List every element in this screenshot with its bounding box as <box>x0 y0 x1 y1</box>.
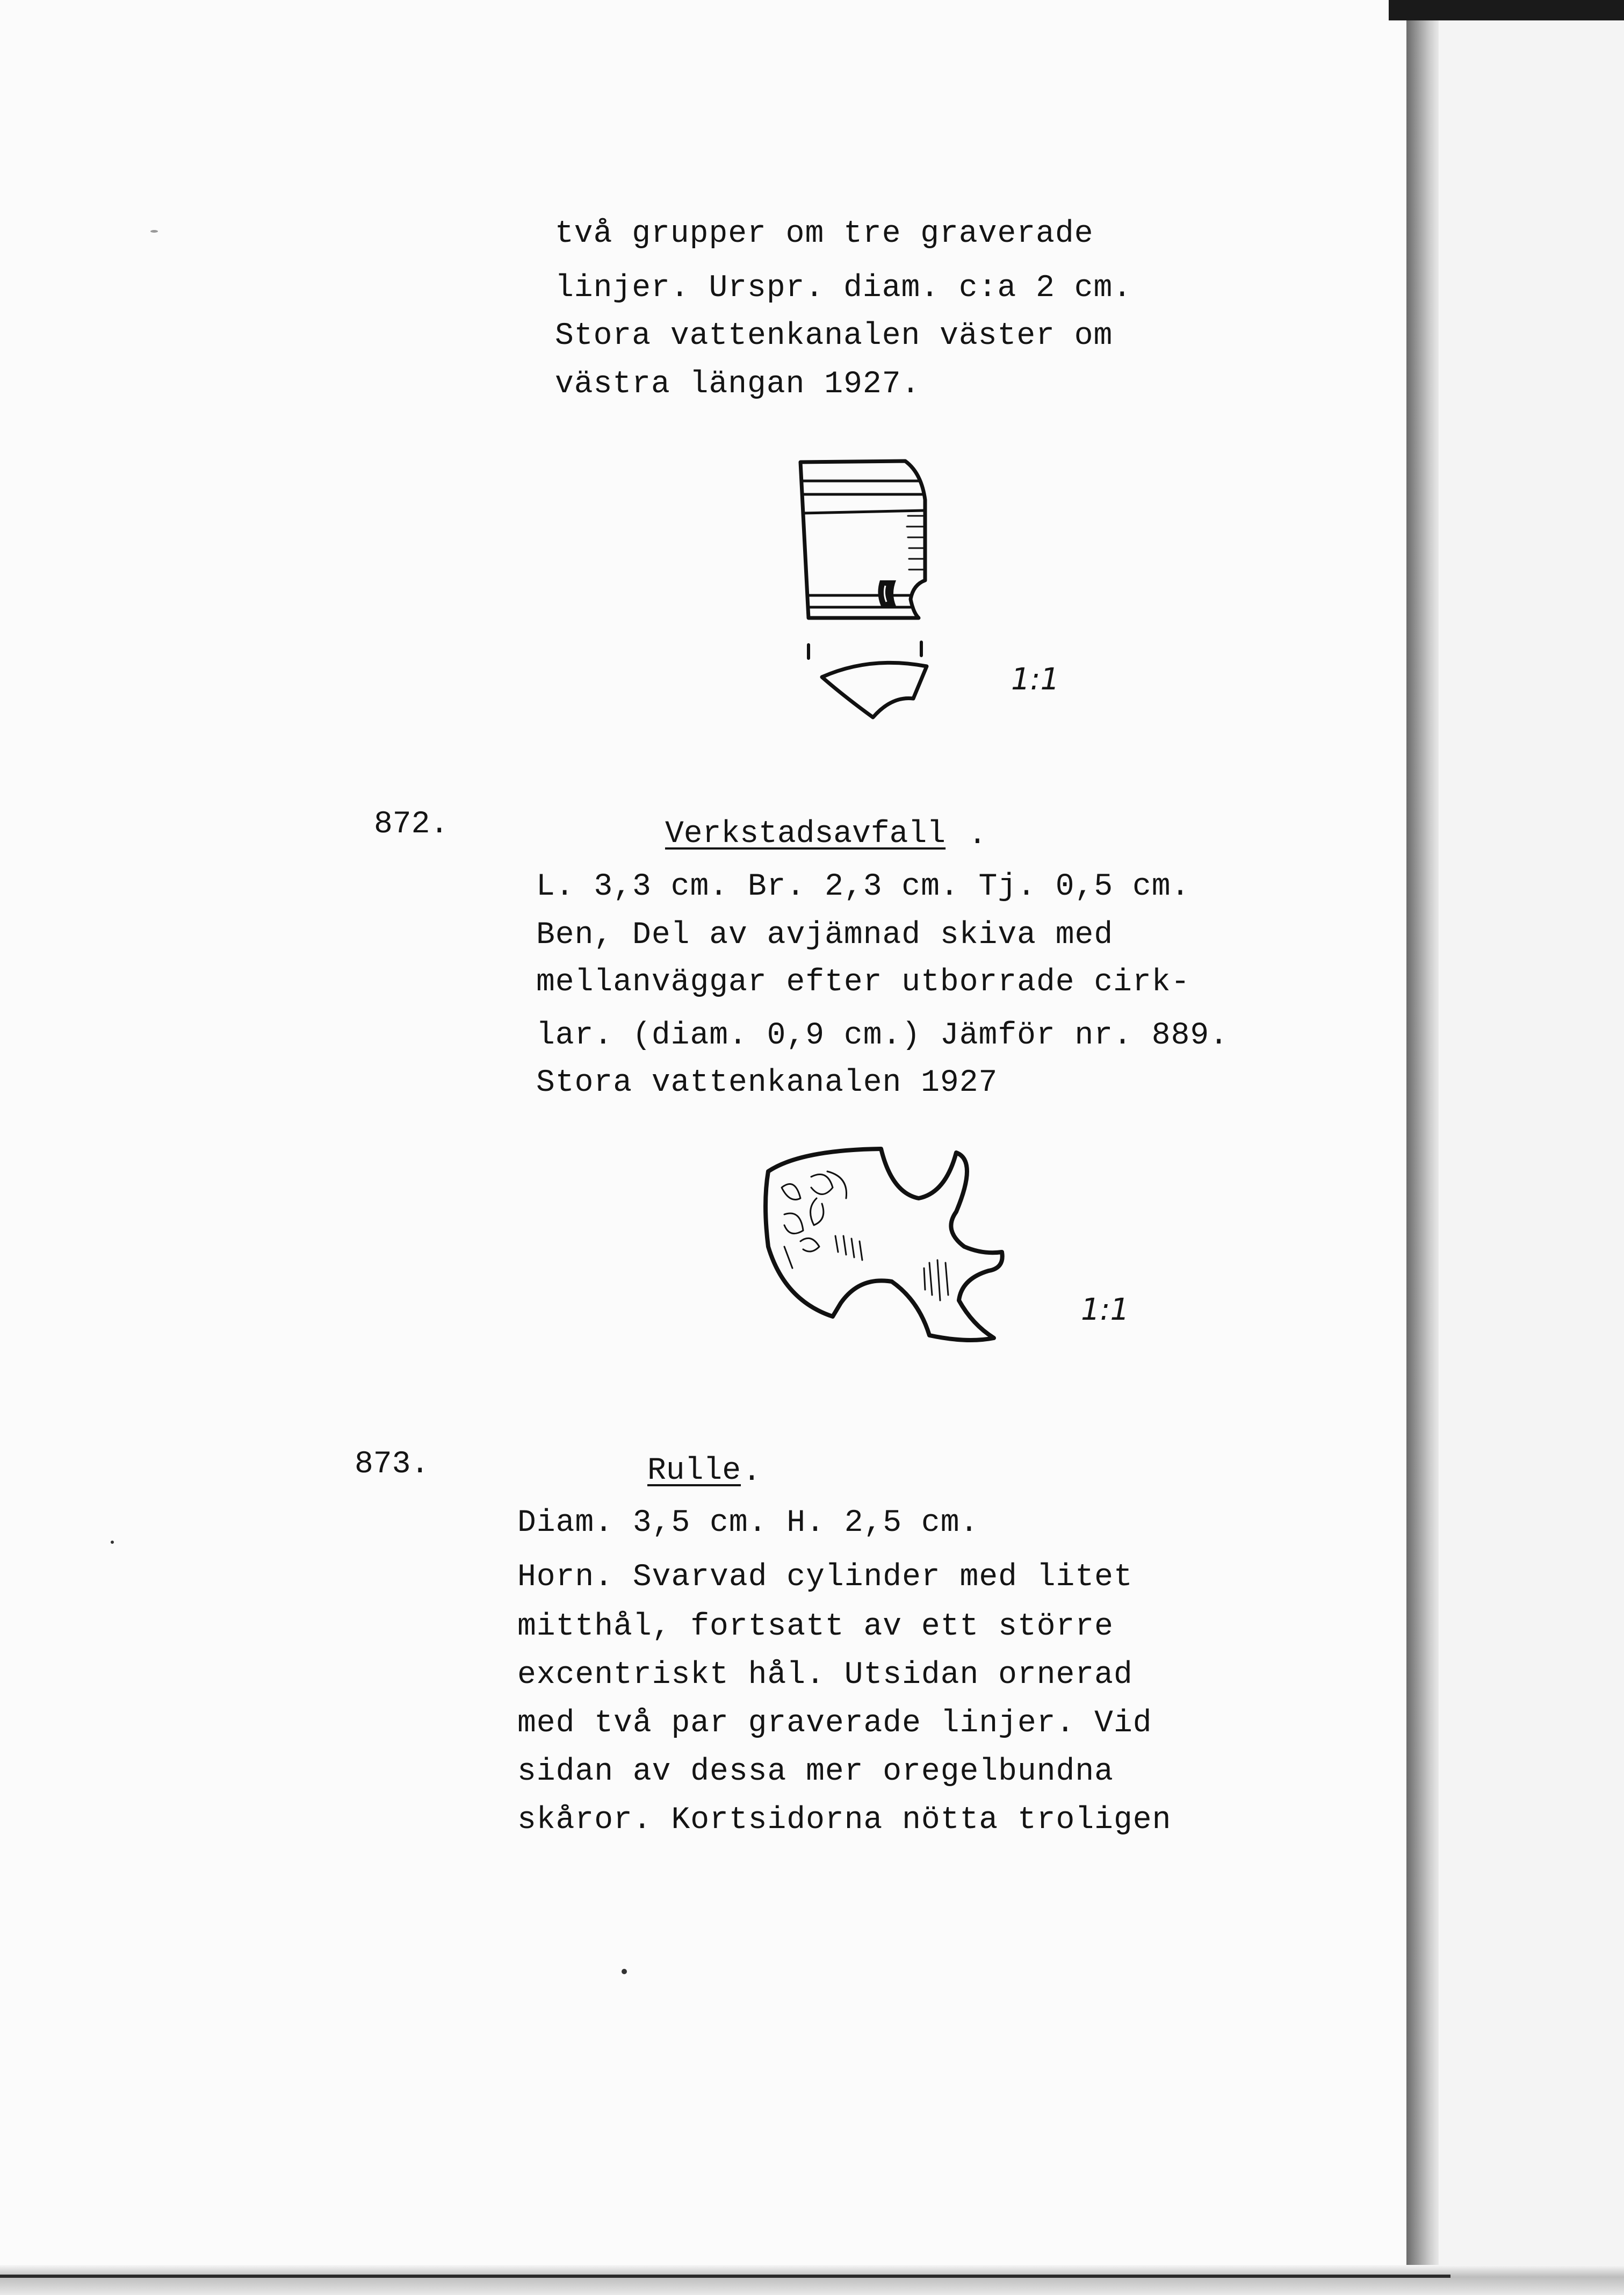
paper-speck <box>111 1541 114 1544</box>
entry-number: 872. <box>374 807 449 842</box>
scale-label: 1:1 <box>1081 1292 1130 1327</box>
text-line: excentriskt hål. Utsidan ornerad <box>517 1658 1133 1693</box>
page-bottom-line <box>0 2275 1450 2278</box>
entry-number: 873. <box>355 1447 430 1482</box>
text-line: två grupper om tre graverade <box>555 217 1094 251</box>
paper-speck <box>150 230 158 233</box>
text-line: Diam. 3,5 cm. H. 2,5 cm. <box>517 1506 979 1541</box>
text-line: Stora vattenkanalen väster om <box>555 319 1113 354</box>
text-line: Ben, Del av avjämnad skiva med <box>536 918 1114 953</box>
text-line: L. 3,3 cm. Br. 2,3 cm. Tj. 0,5 cm. <box>536 869 1190 904</box>
text-line: sidan av dessa mer oregelbundna <box>517 1754 1114 1789</box>
text-line: Horn. Svarvad cylinder med litet <box>517 1560 1133 1595</box>
text-line: med två par graverade linjer. Vid <box>517 1706 1152 1741</box>
text-line: linjer. Urspr. diam. c:a 2 cm. <box>555 271 1132 306</box>
adjacent-page-edge <box>1439 0 1624 2295</box>
page-gutter-shadow <box>1406 0 1439 2295</box>
page-bottom-edge <box>0 2265 1624 2295</box>
ring-fragment-illustration <box>784 451 956 731</box>
binding-corner <box>1389 0 1624 20</box>
text-line: lar. (diam. 0,9 cm.) Jämför nr. 889. <box>536 1018 1229 1053</box>
text-line: skåror. Kortsidorna nötta troligen <box>517 1803 1172 1838</box>
entry-title: Rulle <box>647 1454 741 1488</box>
text-line: mitthål, fortsatt av ett större <box>517 1609 1114 1644</box>
workshop-waste-illustration <box>752 1139 1064 1354</box>
text-line: Stora vattenkanalen 1927 <box>536 1066 998 1100</box>
scale-label: 1:1 <box>1011 662 1060 697</box>
entry-title: Verkstadsavfall <box>665 817 946 852</box>
paper-speck <box>622 1969 627 1974</box>
text-line: mellanväggar efter utborrade cirk- <box>536 965 1190 1000</box>
text-line: västra längan 1927. <box>555 367 921 402</box>
entry-title-period: . <box>742 1455 761 1490</box>
entry-title-period: . <box>968 818 987 853</box>
